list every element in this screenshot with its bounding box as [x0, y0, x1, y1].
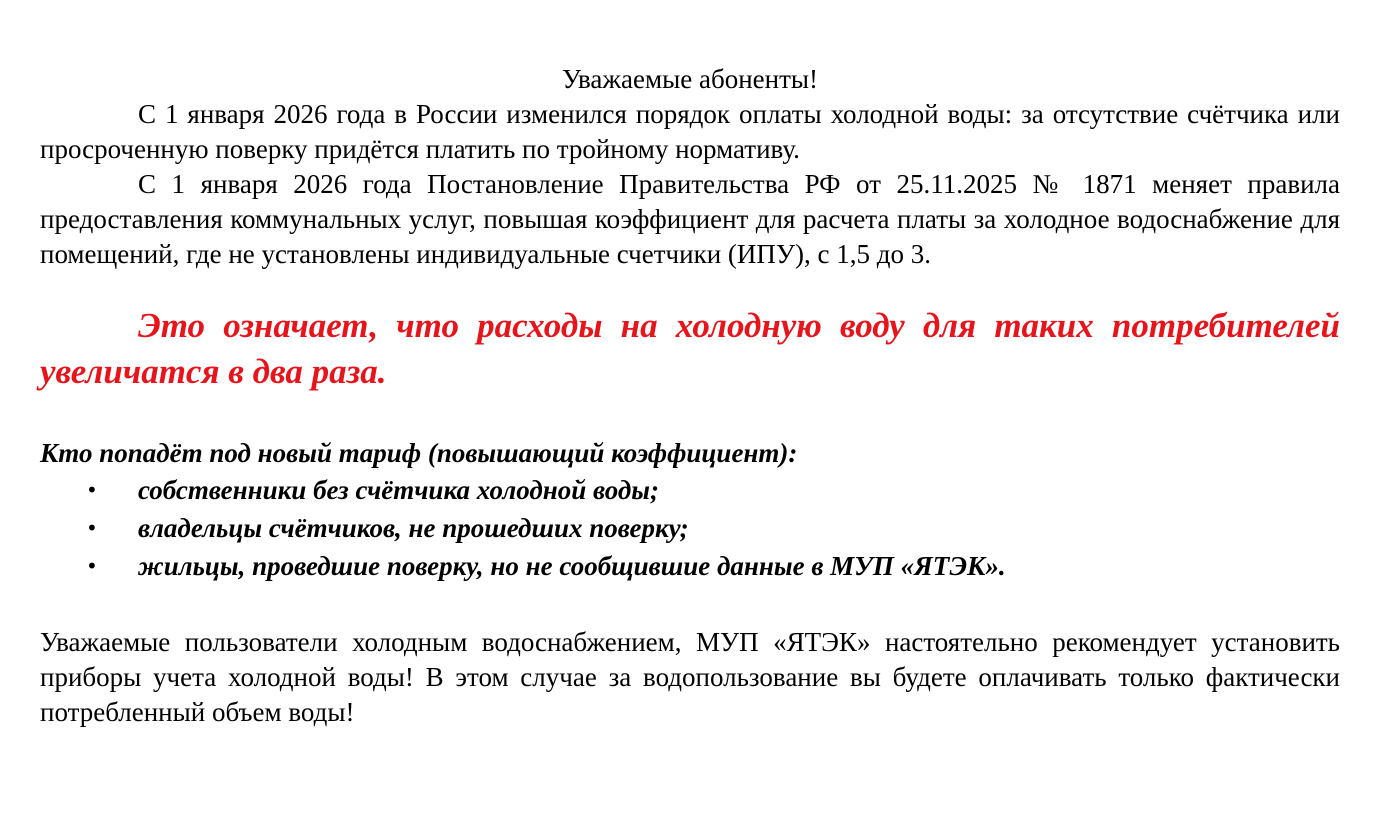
list-item-text: собственники без счётчика холодной воды;	[138, 475, 659, 505]
closing-recommendation: Уважаемые пользователи холодным водоснабжением, МУП «ЯТЭК» настоятельно рекомендует установить приборы учета холодной воды! В этом случае за водопользование вы будете оплачивать только фактически потребленный объем воды!	[40, 627, 1340, 727]
list-item	[40, 547, 1340, 585]
bullet-icon: •	[86, 516, 98, 540]
affected-heading: Кто попадёт под новый тариф (повышающий коэффициент):	[40, 438, 798, 468]
list-item-text: владельцы счётчиков, не прошедших поверку;	[138, 513, 689, 543]
notice-document	[40, 62, 1340, 730]
paragraph-payment-change: С 1 января 2026 года в России изменился порядок оплаты холодной воды: за отсутствие счётчика или просроченную поверку придётся платить по тройному нормативу.	[40, 99, 1340, 164]
bullet-icon: •	[86, 478, 98, 502]
greeting-heading: Уважаемые абоненты!	[561, 64, 819, 94]
list-item	[40, 509, 1340, 547]
emphasis-warning: Это означает, что расходы на холодную воду для таких потребителей увеличатся в два раза.	[40, 306, 1340, 391]
affected-list	[40, 471, 1340, 585]
list-item-text: жильцы, проведшие поверку, но не сообщившие данные в МУП «ЯТЭК».	[138, 551, 1006, 581]
paragraph-government-decree: С 1 января 2026 года Постановление Правительства РФ от 25.11.2025 № 1871 меняет правила предоставления коммунальных услуг, повышая коэффициент для расчета платы за холодное водоснабжение для помещений, где не установлены индивидуальные счетчики (ИПУ), с 1,5 до 3.	[40, 169, 1340, 269]
list-item	[40, 471, 1340, 509]
bullet-icon: •	[86, 554, 98, 578]
